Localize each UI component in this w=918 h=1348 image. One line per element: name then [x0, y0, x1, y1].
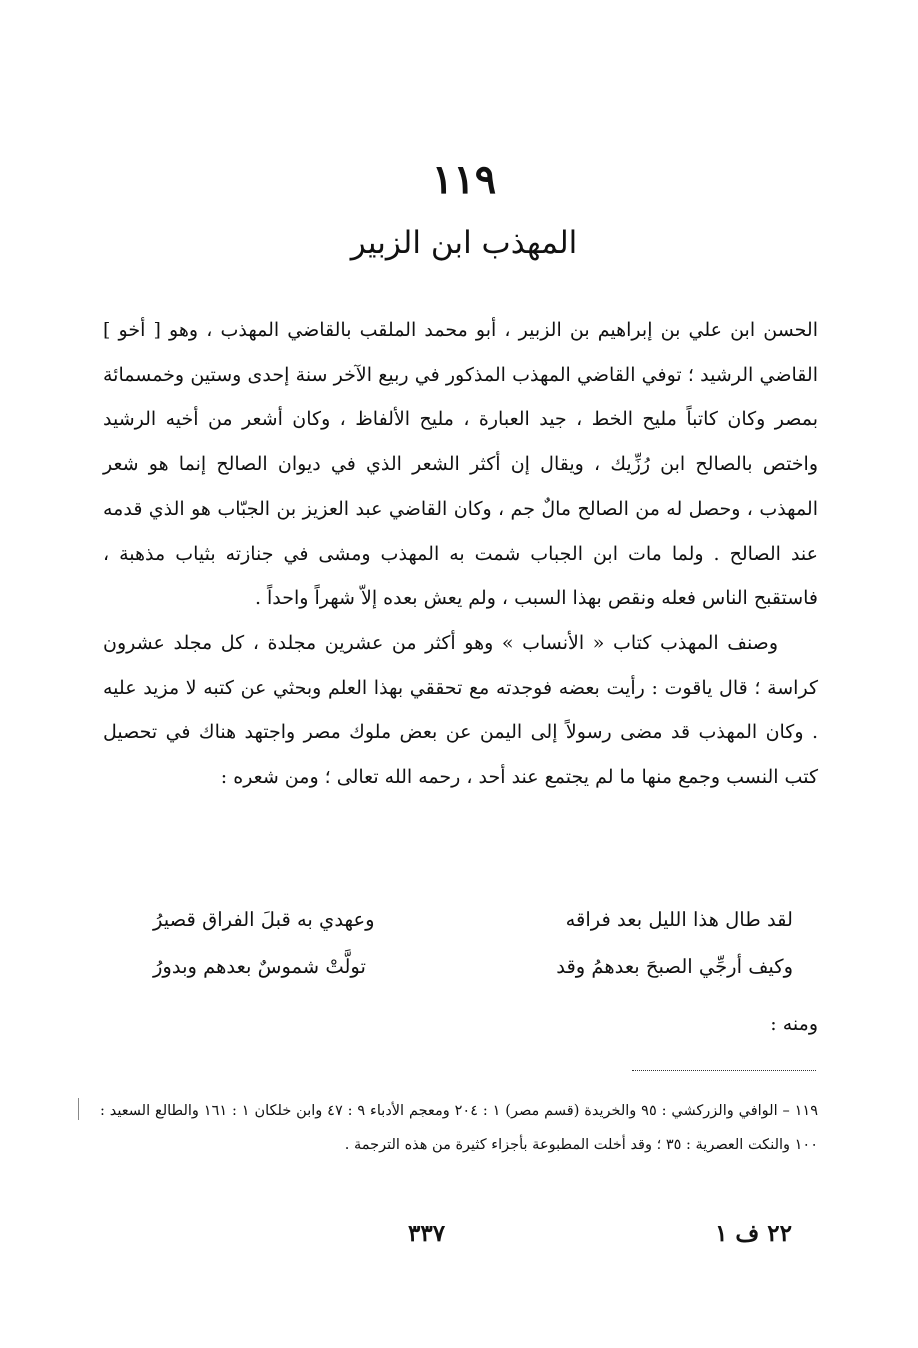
footnote-119: ١١٩ – الوافي والزركشي : ٩٥ والخريدة (قسم مصر) ١ : ٢٠٤ ومعجم الأدباء ٩ : ٤٧ وابن خلكان ١ : ١٦١ والطالع السعيد : ١٠٠ والنكت العصرية : ٣٥ ؛ وقد أخلت المطبوعة بأجزاء كثيرة من هذه الترجمة . — [100, 1103, 818, 1153]
printer-signature: ٢٢ ف ١ — [715, 1220, 792, 1247]
biography-paragraph-1: الحسن ابن علي بن إبراهيم بن الزبير ، أبو محمد الملقب بالقاضي المهذب ، وهو [ أخو ] القاضي الرشيد ؛ توفي القاضي المهذب المذكور في ربيع الآخر سنة إحدى وستين وخمسمائة بمصر وكان كاتباً مليح الخط ، جيد العبارة ، مليح الألفاظ ، وكان أشعر من أخيه الرشيد واختص بالصالح ابن رُزِّيك ، ويقال إن أكثر الشعر الذي في ديوان الصالح إنما هو شعر المهذب ، وحصل له من الصالح مالٌ جم ، وكان القاضي عبد العزيز بن الجبّاب هو الذي قدمه عند الصالح . ولما مات ابن الجباب شمت به المهذب ومشى في جنازته بثياب مذهبة ، فاستقبح الناس فعله ونقص بهذا السبب ، ولم يعش بعده إلاّ شهراً واحداً . — [103, 319, 818, 610]
entry-number: ١١٩ — [431, 156, 497, 203]
biography-paragraph-2: وصنف المهذب كتاب « الأنساب » وهو أكثر من عشرين مجلدة ، كل مجلد عشرون كراسة ؛ قال ياقوت : رأيت بعضه فوجدته مع تحققي بهذا العلم وبحثي عن كتبه لا مزيد عليه . وكان المهذب قد مضى رسولاً إلى اليمن عن بعض ملوك مصر واجتهد هناك في تحصيل كتب النسب وجمع منها ما لم يجتمع عند أحد ، رحمه الله تعالى ؛ ومن شعره : — [103, 631, 818, 789]
verse-2-second-hemistich: تولَّتْ شموسٌ بعدهم وبدورُ — [153, 955, 366, 978]
page-number: ٣٣٧ — [408, 1220, 446, 1247]
verse-2-first-hemistich: وكيف أرجِّي الصبحَ بعدهمُ وقد — [556, 955, 793, 978]
margin-mark — [78, 1098, 79, 1120]
verse-1-second-hemistich: وعهدي به قبلَ الفراق قصيرُ — [153, 908, 375, 931]
verse-1-first-hemistich: لقد طال هذا الليل بعد فراقه — [565, 908, 793, 931]
footnotes — [100, 1094, 818, 1162]
footnote-divider — [632, 1070, 816, 1071]
entry-title: المهذب ابن الزبير — [350, 225, 578, 261]
after-poem-text: ومنه : — [770, 1013, 818, 1035]
biography-text — [103, 308, 818, 800]
